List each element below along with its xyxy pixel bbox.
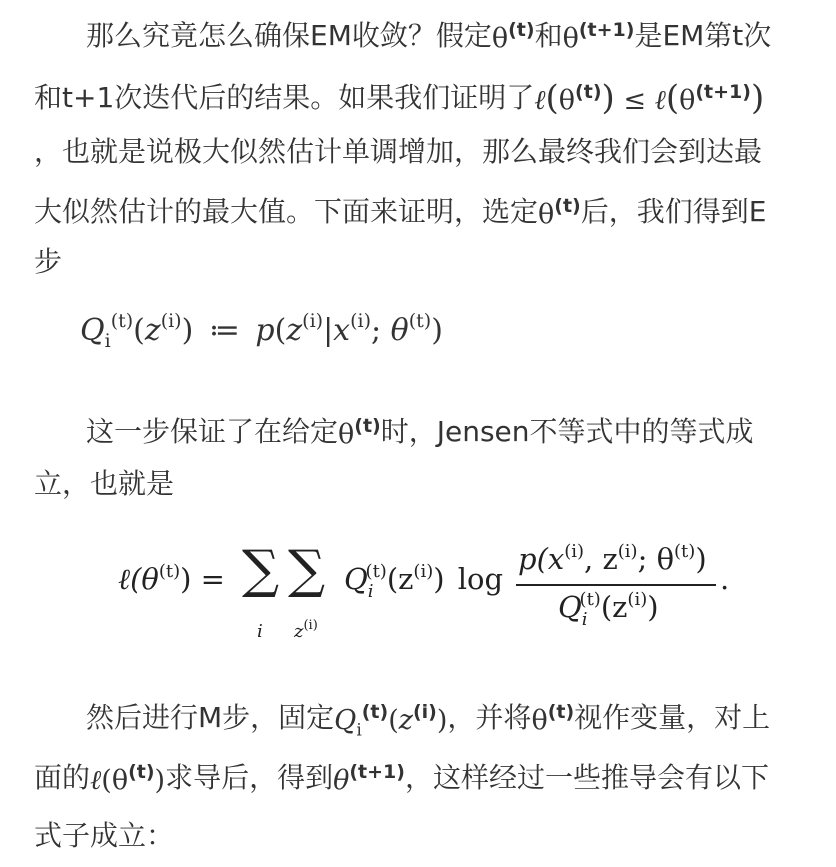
para2-line1 <box>86 414 754 453</box>
theta-t-inline: $\theta^{(t)}$ <box>538 195 581 230</box>
text: 然后进行M步，固定 <box>86 701 335 734</box>
e-step-formula: $Q_i^{(t)}(z^{(i)})$ ≔ $p(z^{(i)}|x^{(i)}$; $\theta^{(t)}$) <box>80 310 443 352</box>
text: 那么究竟怎么确保EM收敛？假定 <box>86 19 492 52</box>
theta-t1-inline: $\theta^{(t+1)}$ <box>562 19 635 54</box>
theta-t-inline: $\theta^{(t)}$ <box>531 701 575 736</box>
text: ，并将 <box>447 701 532 734</box>
text: 和 <box>534 19 563 52</box>
text: 后，我们得到E <box>580 195 767 228</box>
para3-line3 <box>34 818 174 854</box>
jensen-equality-formula: $\ell(\theta^{(t)})$ = ∑ i ∑ $z^{(i)}$ $Q_i^{(t)}(z^{(i)})$ log $p(x^{(i)}$, $z^{(i)}$; $\theta^{(t)}$) $Q_i^{(t)}(z^{(i)})$ . <box>118 540 730 642</box>
para1-line4 <box>34 194 766 233</box>
text: 和t+1次迭代后的结果。如果我们证明了 <box>34 81 535 114</box>
theta-t-inline: $\theta^{(t)}$ <box>491 19 535 54</box>
monotone-inequality: $\ell(\theta^{(t)})$ ≤ $\ell(\theta^{(t+1)})$ <box>534 78 765 118</box>
text: 时，Jensen不等式中的等式成 <box>380 415 754 448</box>
text: 这一步保证了在给定 <box>86 415 339 448</box>
para1-line5 <box>34 244 62 280</box>
text: 步 <box>34 245 63 278</box>
ell-theta-inline: $\ell(\theta^{(t)})$ <box>90 761 166 796</box>
text: 是EM第t次 <box>634 19 772 52</box>
text: ，这样经过一些推导会有以下 <box>404 761 769 794</box>
text: 式子成立： <box>34 819 175 852</box>
q-inline: $Q_i^{(t)}(z^{(i)})$ <box>334 701 448 741</box>
para1-line2 <box>34 80 764 119</box>
theta-t-inline: $\theta^{(t)}$ <box>338 415 381 450</box>
text: 立，也就是 <box>34 467 175 500</box>
fraction-bar <box>516 584 716 586</box>
theta-t1-inline: $\theta^{(t+1)}$ <box>333 761 405 796</box>
text: 视作变量，对上 <box>574 701 771 734</box>
text: 求导后，得到 <box>165 761 334 794</box>
text: 面的 <box>34 761 91 794</box>
para1-line3 <box>34 134 762 170</box>
para1-line1 <box>86 18 771 57</box>
para3-line2 <box>34 760 769 799</box>
text: 大似然估计的最大值。下面来证明，选定 <box>34 195 539 228</box>
para3-line1 <box>86 700 770 748</box>
text: ，也就是说极大似然估计单调增加，那么最终我们会到达最 <box>34 135 763 168</box>
para2-line2 <box>34 466 174 502</box>
